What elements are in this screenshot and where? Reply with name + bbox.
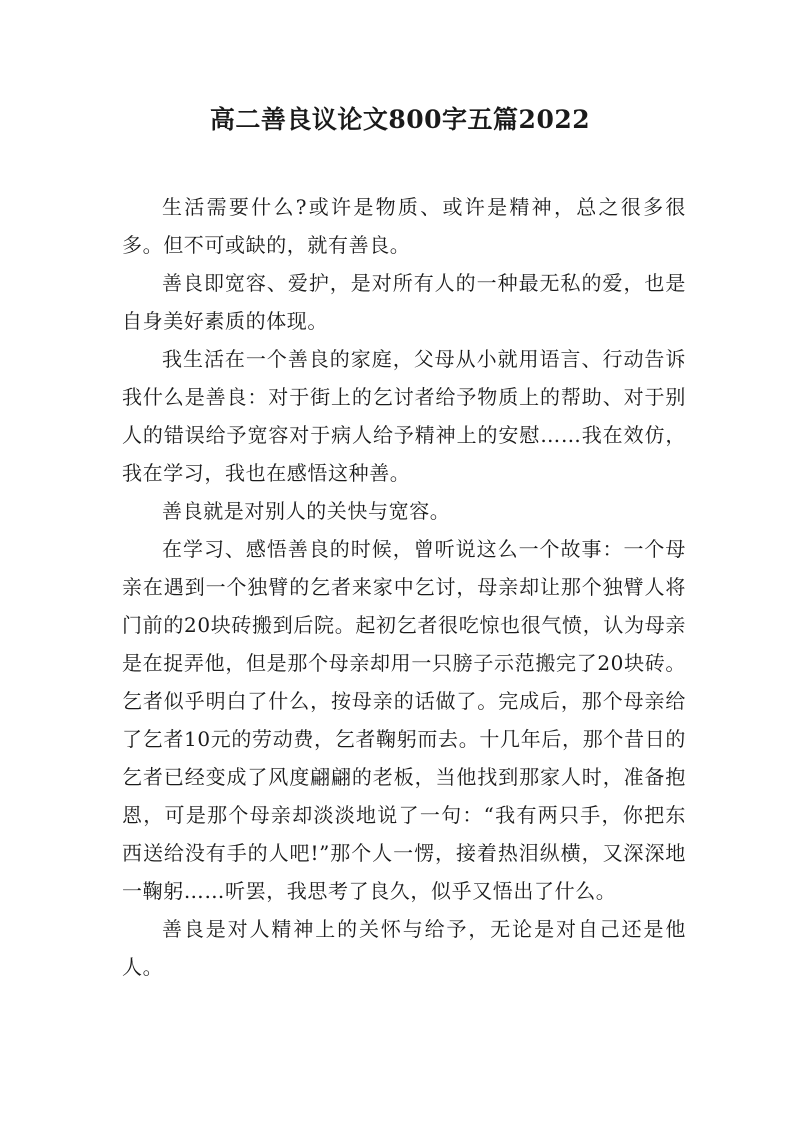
document-body bbox=[122, 188, 686, 986]
document-title: 高二善良议论文800字五篇2022 bbox=[209, 105, 591, 134]
paragraph: 善良就是对别人的关快与宽容。 bbox=[162, 499, 451, 523]
paragraph: 善良即宽容、爱护，是对所有人的一种最无私的爱，也是自身美好素质的体现。 bbox=[122, 271, 686, 333]
paragraph: 生活需要什么?或许是物质、或许是精神，总之很多很多。但不可或缺的，就有善良。 bbox=[122, 195, 686, 257]
paragraph: 善良是对人精神上的关怀与给予，无论是对自己还是他人。 bbox=[122, 917, 686, 979]
paragraph: 在学习、感悟善良的时候，曾听说这么一个故事：一个母亲在遇到一个独臂的乞者来家中乞讨，母亲却让那个独臂人将门前的20块砖搬到后院。起初乞者很吃惊也很气愤，认为母亲是在捉弄他，但是那个母亲却用一只膀子示范搬完了20块砖。乞者似乎明白了什么，按母亲的话做了。完成后，那个母亲给了乞者10元的劳动费，乞者鞠躬而去。十几年后，那个昔日的乞者已经变成了风度翩翩的老板，当他找到那家人时，准备抱恩，可是那个母亲却淡淡地说了一句：“我有两只手，你把东西送给没有手的人吧!”那个人一愣，接着热泪纵横，又深深地一鞠躬……听罢，我思考了良久，似乎又悟出了什么。 bbox=[122, 537, 686, 903]
paragraph: 我生活在一个善良的家庭，父母从小就用语言、行动告诉我什么是善良：对于街上的乞讨者给予物质上的帮助、对于别人的错误给予宽容对于病人给予精神上的安慰……我在效仿，我在学习，我也在感悟这种善。 bbox=[122, 347, 686, 485]
